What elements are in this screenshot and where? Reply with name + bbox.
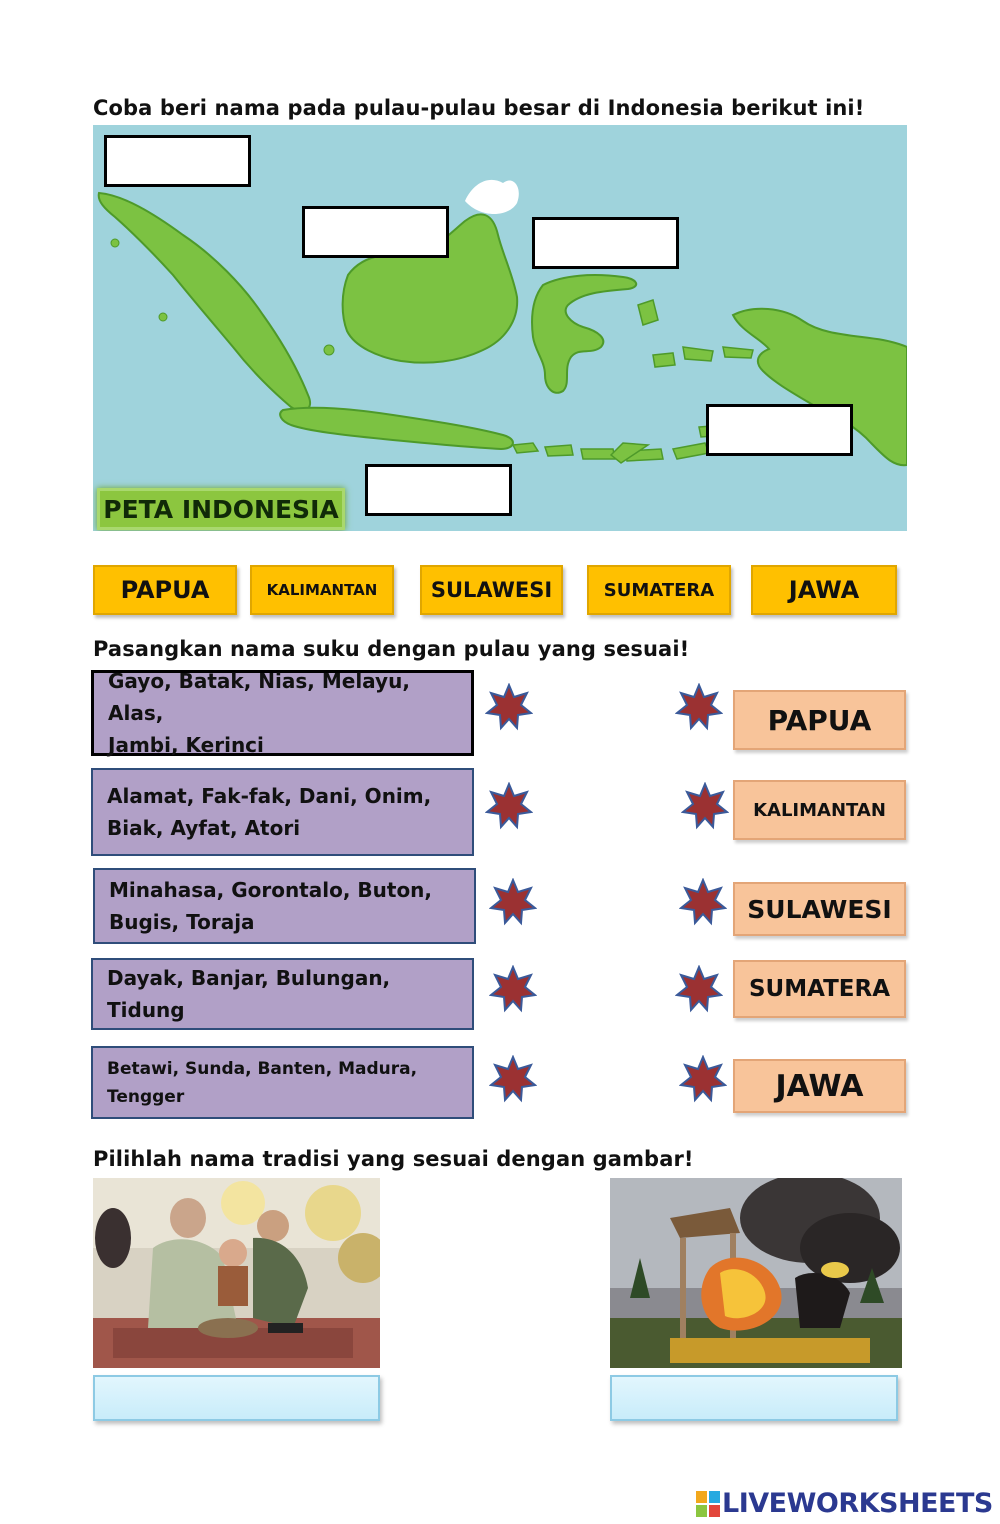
liveworksheets-logo — [696, 1488, 993, 1519]
island-box-sulawesi: SULAWESI — [733, 882, 906, 936]
tribe-box-4 — [91, 958, 474, 1030]
answer-box-kalimantan[interactable] — [302, 206, 449, 258]
island-box-kalimantan: KALIMANTAN — [733, 780, 906, 840]
tradition-answer-1[interactable] — [93, 1375, 380, 1421]
word-chip-jawa[interactable]: JAWA — [751, 565, 897, 615]
tribe-3-line1: Minahasa, Gorontalo, Buton, — [109, 878, 433, 902]
island-box-sumatera: SUMATERA — [733, 960, 906, 1018]
word-chip-sumatera[interactable]: SUMATERA — [587, 565, 731, 615]
tradition-photo-2 — [610, 1178, 902, 1368]
match-star-left-4[interactable] — [489, 965, 537, 1013]
match-star-right-5[interactable] — [679, 1055, 727, 1103]
tribe-4-line1: Dayak, Banjar, Bulungan, Tidung — [107, 966, 391, 1022]
match-star-left-3[interactable] — [489, 878, 537, 926]
sumatera-shape — [99, 193, 310, 411]
match-star-right-4[interactable] — [675, 965, 723, 1013]
tribe-5-line1: Betawi, Sunda, Banten, Madura, — [107, 1058, 418, 1079]
answer-box-jawa[interactable] — [365, 464, 512, 516]
answer-box-sulawesi[interactable] — [532, 217, 679, 269]
tribe-2-line1: Alamat, Fak-fak, Dani, Onim, — [107, 784, 432, 808]
match-star-left-2[interactable] — [485, 782, 533, 830]
match-star-right-2[interactable] — [681, 782, 729, 830]
tribe-1-line1: Gayo, Batak, Nias, Melayu, Alas, — [108, 669, 410, 725]
tribe-5-line2: Tengger — [107, 1086, 185, 1107]
tribe-box-1 — [91, 670, 474, 756]
word-chip-sulawesi[interactable]: SULAWESI — [420, 565, 563, 615]
match-star-left-5[interactable] — [489, 1055, 537, 1103]
matching-instruction: Pasangkan nama suku dengan pulau yang sesuai! — [93, 637, 690, 661]
tradition-answer-2[interactable] — [610, 1375, 898, 1421]
jawa-shape — [280, 408, 513, 449]
tribe-box-3 — [93, 868, 476, 944]
tradition-photo-1 — [93, 1178, 380, 1368]
tribe-3-line2: Bugis, Toraja — [109, 910, 255, 934]
map-title-label: PETA INDONESIA — [97, 488, 345, 530]
sulawesi-shape — [532, 275, 636, 393]
match-star-right-1[interactable] — [675, 683, 723, 731]
liveworksheets-logo-icon — [696, 1491, 720, 1517]
map-instruction: Coba beri nama pada pulau-pulau besar di Indonesia berikut ini! — [93, 96, 865, 120]
liveworksheets-logo-text: LIVEWORKSHEETS — [722, 1488, 993, 1519]
tribe-1-line2: Jambi, Kerinci — [108, 733, 264, 757]
island-box-jawa: JAWA — [733, 1059, 906, 1113]
word-chip-papua[interactable]: PAPUA — [93, 565, 237, 615]
tribe-2-line2: Biak, Ayfat, Atori — [107, 816, 301, 840]
match-star-right-3[interactable] — [679, 878, 727, 926]
word-chip-kalimantan[interactable]: KALIMANTAN — [250, 565, 394, 615]
tribe-box-2 — [91, 768, 474, 856]
island-box-papua: PAPUA — [733, 690, 906, 750]
tribe-box-5 — [91, 1046, 474, 1119]
tradition-instruction: Pilihlah nama tradisi yang sesuai dengan gambar! — [93, 1147, 694, 1171]
answer-box-papua[interactable] — [706, 404, 853, 456]
answer-box-sumatera[interactable] — [104, 135, 251, 187]
indonesia-map — [93, 125, 907, 531]
match-star-left-1[interactable] — [485, 683, 533, 731]
